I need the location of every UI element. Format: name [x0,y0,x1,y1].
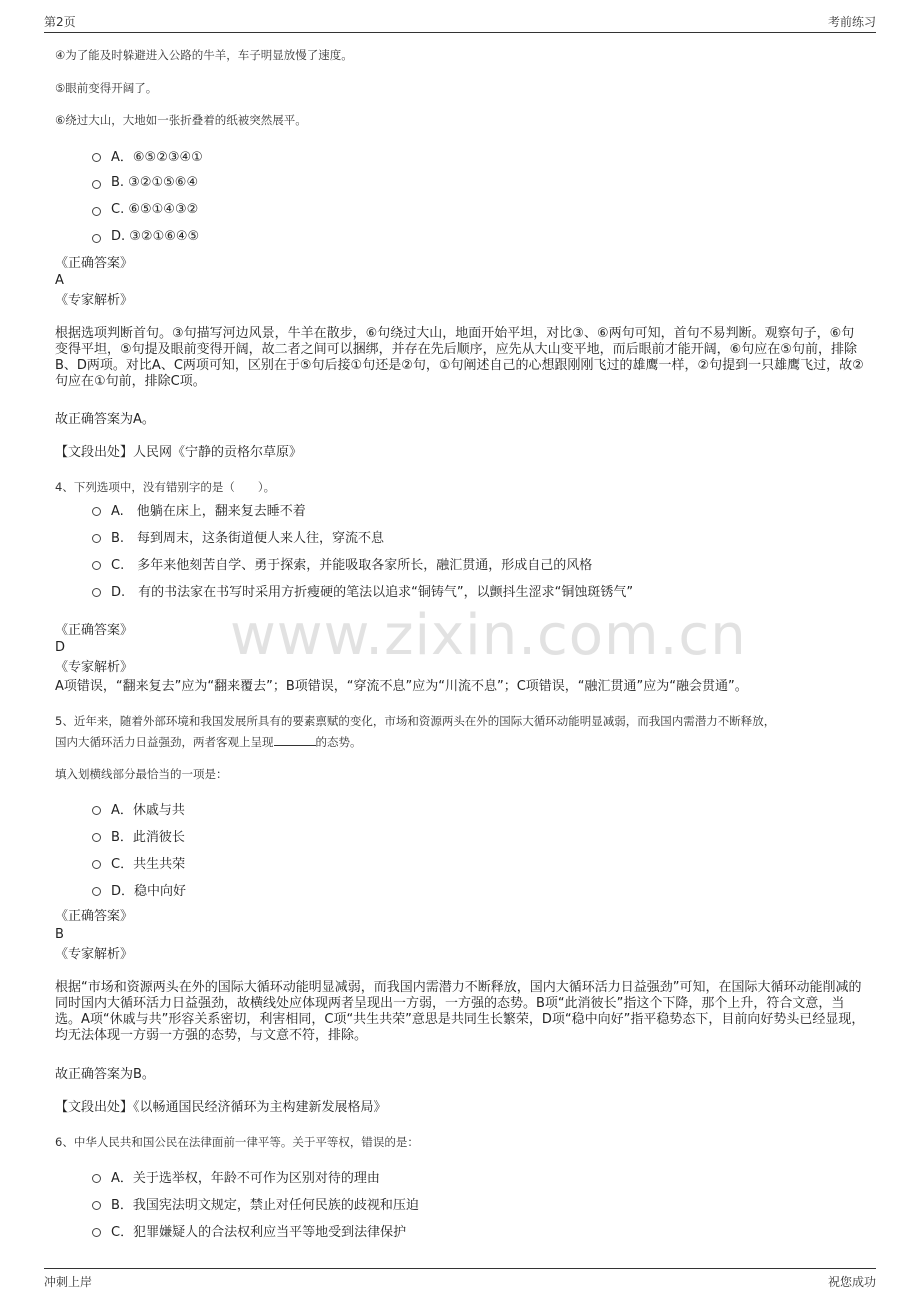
option-label: C．犯罪嫌疑人的合法权利应当平等地受到法律保护 [111,1224,407,1240]
q3-source: 【文段出处】人民网《宁静的贡格尔草原》 [55,445,303,460]
radio-icon[interactable] [92,1201,101,1210]
header-title: 考前练习 [827,15,876,29]
q3-analysis-label: 《专家解析》 [55,293,134,308]
q6-option-c[interactable] [92,1220,406,1240]
radio-icon[interactable] [92,207,101,216]
q5-source: 【文段出处】《以畅通国民经济循环为主构建新发展格局》 [55,1100,387,1115]
q3-conclusion: 故正确答案为A。 [55,412,155,427]
q5-option-c[interactable] [92,852,185,872]
q3-sentence-6: ⑥绕过大山，大地如一张折叠着的纸被突然展平。 [55,113,307,127]
radio-icon[interactable] [92,1228,101,1237]
option-label: C．共生共荣 [111,856,186,872]
q5-stem-part: 的态势。 [315,735,362,749]
option-label: D. 有的书法家在书写时采用方折瘦硬的笔法以追求“铜铸气”，以颤抖生涩求“铜蚀斑锈气” [111,584,634,600]
option-label: A．休戚与共 [111,802,185,818]
option-label: B. 每到周末，这条街道便人来人往，穿流不息 [111,530,385,546]
q3-option-d[interactable] [92,226,199,246]
footer-right: 祝您成功 [827,1275,876,1289]
q4-answer-label: 《正确答案》 [55,623,134,638]
footer-rule [44,1268,876,1269]
radio-icon[interactable] [92,1174,101,1183]
option-label: C. 多年来他刻苦自学、勇于探索，并能吸取各家所长，融汇贯通，形成自己的风格 [111,557,593,573]
header-rule [44,32,876,33]
q4-analysis-label: 《专家解析》 [55,660,134,675]
q5-answer: B [55,927,64,942]
fill-blank [274,735,316,746]
q6-option-b[interactable] [92,1193,419,1213]
q4-answer: D [55,640,66,655]
radio-icon[interactable] [92,180,101,189]
q4-option-d[interactable] [92,580,633,600]
q5-option-a[interactable] [92,798,185,818]
radio-icon[interactable] [92,534,101,543]
option-label: A．关于选举权，年龄不可作为区别对待的理由 [111,1170,380,1186]
q6-stem: 6、中华人民共和国公民在法律面前一律平等。关于平等权，错误的是： [55,1135,419,1149]
page-number: 第2页 [44,15,76,29]
q4-analysis: A项错误，“翻来复去”应为“翻来覆去”；B项错误，“穿流不息”应为“川流不息”；C项错误，“融汇贯通”应为“融会贯通”。 [55,679,748,694]
q5-stem: 5、近年来，随着外部环境和我国发展所具有的要素禀赋的变化，市场和资源两头在外的国际大循环动能明显减弱，而我国内需潜力不断释放， [55,714,776,728]
radio-icon[interactable] [92,806,101,815]
q5-analysis-label: 《专家解析》 [55,947,134,962]
q3-option-a[interactable] [92,145,203,165]
radio-icon[interactable] [92,507,101,516]
radio-icon[interactable] [92,833,101,842]
option-label: D. ③②①⑥④⑤ [111,228,200,244]
q6-option-a[interactable] [92,1166,380,1186]
q3-answer-label: 《正确答案》 [55,256,134,271]
q5-analysis: 根据“市场和资源两头在外的国际大循环动能明显减弱，而我国内需潜力不断释放，国内大循环活力日益强劲”可知，在国际大循环动能削减的同时国内大循环活力日益强劲，故横线处应体现两者呈现出一方弱，一方强的态势。B项“此消彼长”指这个下降，那个上升，符合文意，当选。A项“休戚与共”形容关系密切，利害相同，C项“共生共荣”意思是共同生长繁荣，D项“稳中向好”指平稳势态下，目前向好势头已经显现，均无法体现一方弱一方强的态势，与文意不符，排除。 [55,980,865,1043]
q4-option-b[interactable] [92,526,384,546]
q5-option-d[interactable] [92,879,186,899]
q4-option-c[interactable] [92,553,592,573]
q5-instruction: 填入划横线部分最恰当的一项是： [55,767,228,781]
radio-icon[interactable] [92,561,101,570]
option-label: A. 他躺在床上，翻来复去睡不着 [111,503,306,519]
radio-icon[interactable] [92,153,101,162]
option-label: A．⑥⑤②③④① [111,149,203,165]
q5-stem-line2 [55,734,362,750]
q4-stem: 4、下列选项中，没有错别字的是（ ）。 [55,480,276,494]
q3-sentence-5: ⑤眼前变得开阔了。 [55,81,158,95]
radio-icon[interactable] [92,234,101,243]
radio-icon[interactable] [92,860,101,869]
q5-stem-part: 国内大循环活力日益强劲，两者客观上呈现 [55,735,274,749]
radio-icon[interactable] [92,887,101,896]
q4-option-a[interactable] [92,499,306,519]
page-header [44,13,876,30]
option-label: B．我国宪法明文规定，禁止对任何民族的歧视和压迫 [111,1197,419,1213]
q5-option-b[interactable] [92,825,185,845]
q3-analysis: 根据选项判断首句。③句描写河边风景，牛羊在散步，⑥句绕过大山，地面开始平坦，对比③、⑥两句可知，首句不易判断。观察句子，⑥句变得平坦，⑤句提及眼前变得开阔，故二者之间可以捆绑，并存在先后顺序，应先从大山变平地，而后眼前才能开阔，⑥句应在⑤句前，排除B、D两项。对比A、C两项可知，区别在于⑤句后接①句还是②句，①句阐述自己的心想跟刚刚飞过的雄鹰一样，②句提到一只雄鹰飞过，故②句应在①句前，排除C项。 [55,326,864,389]
q3-option-c[interactable] [92,199,198,219]
q3-answer: A [55,273,64,288]
option-label: B．此消彼长 [111,829,185,845]
q3-option-b[interactable] [92,172,198,192]
q5-answer-label: 《正确答案》 [55,909,134,924]
footer-left: 冲刺上岸 [44,1275,93,1289]
option-label: C. ⑥⑤①④③② [111,201,199,217]
q5-conclusion: 故正确答案为B。 [55,1067,155,1082]
option-label: B. ③②①⑤⑥④ [111,174,199,190]
watermark: www.zixin.com.cn [230,603,747,668]
radio-icon[interactable] [92,588,101,597]
q3-sentence-4: ④为了能及时躲避进入公路的牛羊，车子明显放慢了速度。 [55,48,353,62]
option-label: D．稳中向好 [111,883,187,899]
page-footer [44,1273,876,1290]
